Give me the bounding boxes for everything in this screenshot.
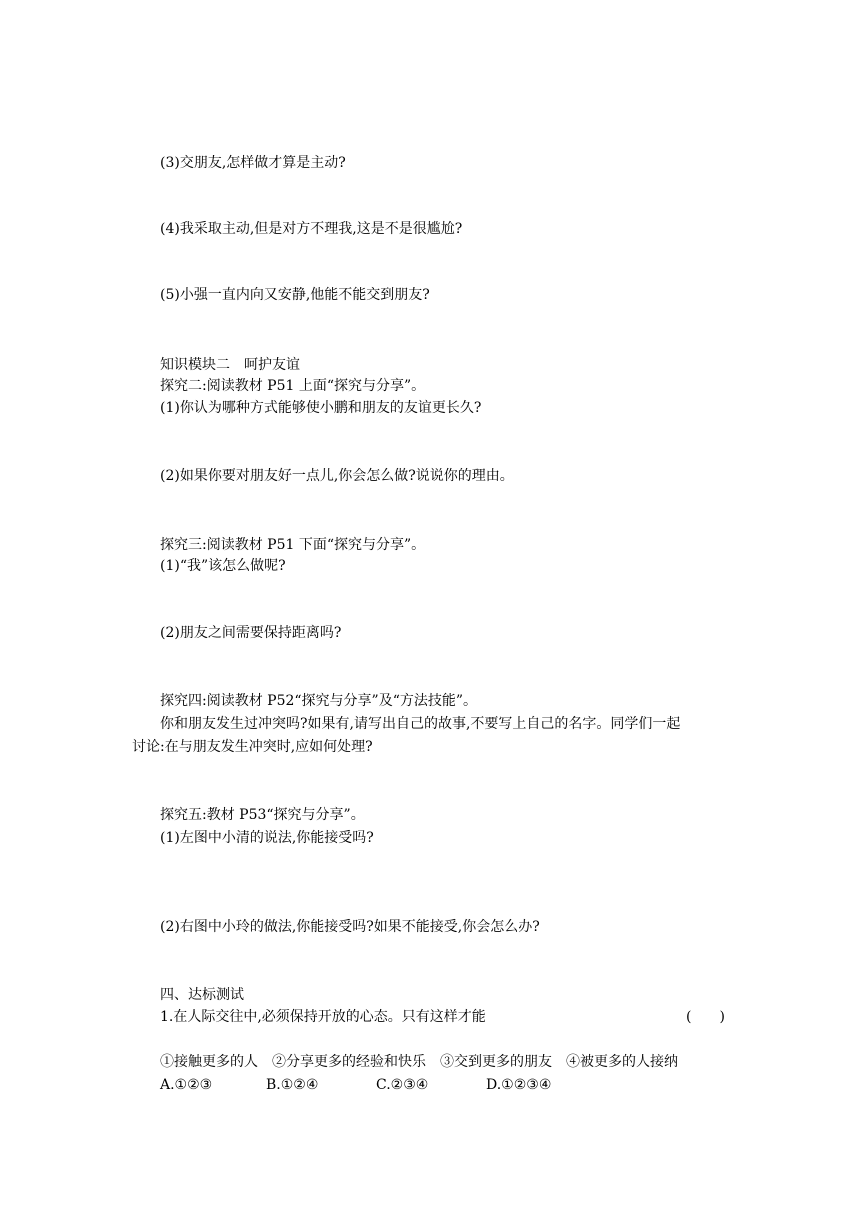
test-question-1-statements: ①接触更多的人 ②分享更多的经验和快乐 ③交到更多的朋友 ④被更多的人接纳 [160,1054,678,1070]
explore-4-paragraph-line-2: 讨论:在与朋友发生冲突时,应如何处理? [132,739,373,755]
option-a[interactable]: A.①②③ [160,1077,213,1093]
option-b[interactable]: B.①②④ [266,1077,319,1093]
explore-3-question-2: (2)朋友之间需要保持距离吗? [160,625,342,641]
explore-5-question-1: (1)左图中小清的说法,你能接受吗? [160,830,374,846]
test-section-title: 四、达标测试 [160,987,244,1003]
question-5: (5)小强一直内向又安静,他能不能交到朋友? [160,287,430,303]
option-d[interactable]: D.①②③④ [486,1077,552,1093]
answer-bracket: ( ) [686,1009,725,1025]
explore-2-question-1: (1)你认为哪种方式能够使小鹏和朋友的友谊更长久? [160,400,482,416]
question-3: (3)交朋友,怎样做才算是主动? [160,155,346,171]
explore-3-question-1: (1)“我”该怎么做呢? [160,558,286,574]
option-c[interactable]: C.②③④ [376,1077,429,1093]
explore-4-heading: 探究四:阅读教材 P52“探究与分享”及“方法技能”。 [160,693,478,709]
module-2-title: 知识模块二 呵护友谊 [160,357,300,373]
question-4: (4)我采取主动,但是对方不理我,这是不是很尴尬? [160,221,463,237]
explore-4-paragraph-line-1: 你和朋友发生过冲突吗?如果有,请写出自己的故事,不要写上自己的名字。同学们一起 [160,716,681,732]
explore-2-heading: 探究二:阅读教材 P51 上面“探究与分享”。 [160,378,426,394]
explore-5-question-2: (2)右图中小玲的做法,你能接受吗?如果不能接受,你会怎么办? [160,919,540,935]
explore-2-question-2: (2)如果你要对朋友好一点儿,你会怎么做?说说你的理由。 [160,468,514,484]
explore-5-heading: 探究五:教材 P53“探究与分享”。 [160,807,365,823]
test-question-1-stem: 1.在人际交往中,必须保持开放的心态。只有这样才能 [160,1009,486,1025]
explore-3-heading: 探究三:阅读教材 P51 下面“探究与分享”。 [160,537,426,553]
